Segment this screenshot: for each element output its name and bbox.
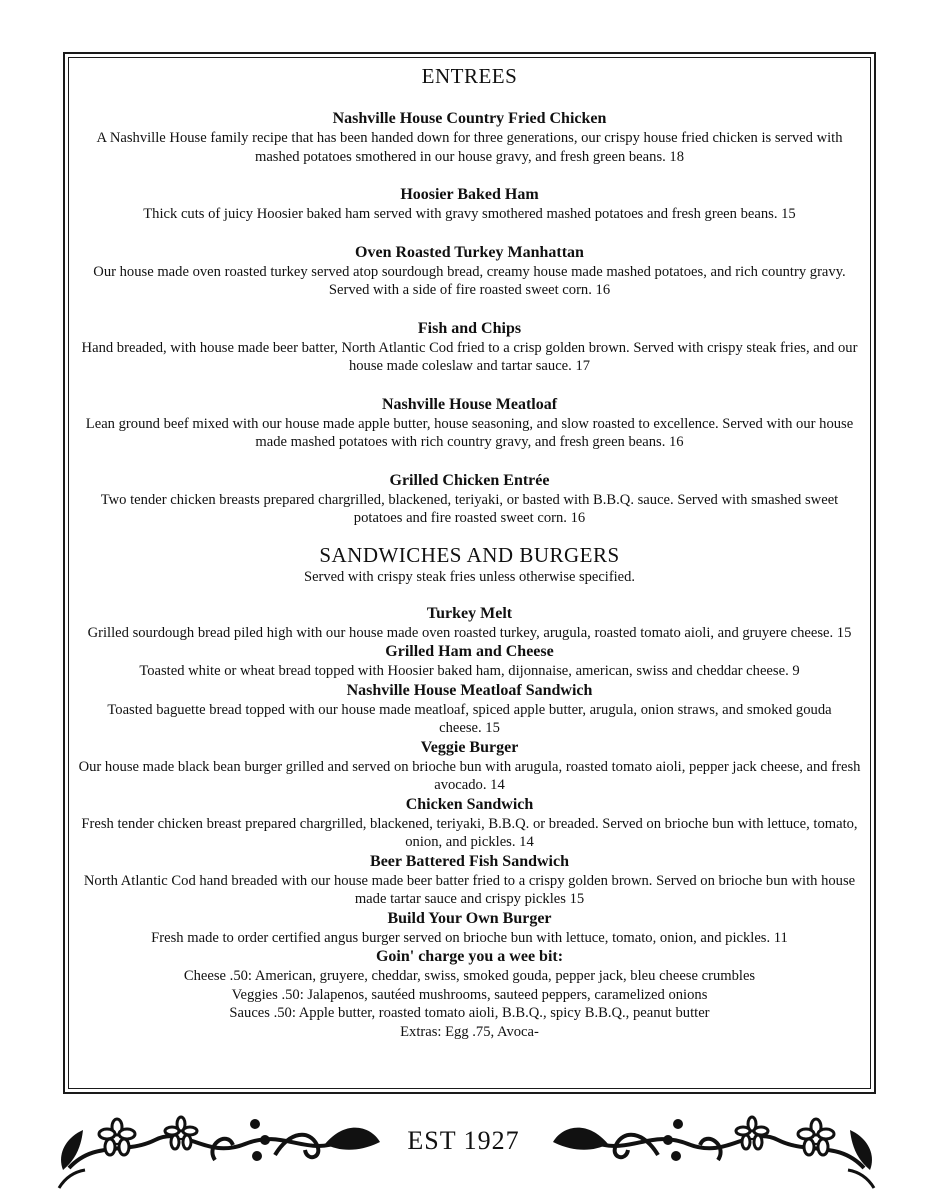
sandwich-item-name: Turkey Melt xyxy=(426,604,513,622)
sandwich-item-desc: Toasted baguette bread topped with our house made meatloaf, spiced apple butter, arugula, onion straws, and smoked gouda cheese. 15 xyxy=(107,701,832,736)
entree-item xyxy=(71,395,868,452)
sandwich-item-name: Build Your Own Burger xyxy=(387,909,552,927)
sandwich-item xyxy=(71,604,868,643)
entree-item-name: Fish and Chips xyxy=(417,319,522,337)
sandwich-item-name: Grilled Ham and Cheese xyxy=(385,643,554,660)
sandwich-item-desc: Grilled sourdough bread piled high with our house made oven roasted turkey, arugula, roasted tomato aioli, and gruyere cheese. 15 xyxy=(87,624,852,641)
addons-block xyxy=(71,947,868,1041)
addons-title: Goin' charge you a wee bit: xyxy=(375,948,564,965)
entrees-title: ENTREES xyxy=(421,64,518,88)
sandwich-item xyxy=(71,738,868,795)
sandwich-item-desc: North Atlantic Cod hand breaded with our house made beer batter fried to a crispy golden brown. Served on brioche bun with house made tartar sauce and crispy pickles 15 xyxy=(83,872,856,907)
entree-item xyxy=(71,109,868,166)
addon-line: Extras: Egg .75, Avoca- xyxy=(400,1023,539,1040)
entree-item-desc: Thick cuts of juicy Hoosier baked ham served with gravy smothered mashed potatoes and fresh green beans. 15 xyxy=(143,206,796,222)
entree-item-desc: Lean ground beef mixed with our house made apple butter, house seasoning, and slow roasted to excellence. Served with our house made mashed potatoes with rich country gravy, and fresh green beans. 16 xyxy=(85,415,854,450)
addon-line: Sauces .50: Apple butter, roasted tomato aioli, B.B.Q., spicy B.B.Q., peanut butter xyxy=(229,1005,710,1021)
entree-item-name: Oven Roasted Turkey Manhattan xyxy=(355,243,584,261)
entree-item-name: Nashville House Meatloaf xyxy=(381,395,558,413)
sandwich-item-name: Chicken Sandwich xyxy=(405,795,534,813)
sandwich-item-name: Nashville House Meatloaf Sandwich xyxy=(346,681,593,699)
entree-item-desc: Hand breaded, with house made beer batter, North Atlantic Cod fried to a crisp golden brown. Served with crispy steak fries, and our house made coleslaw and tartar sauce. 17 xyxy=(81,339,858,374)
entree-item-desc: A Nashville House family recipe that has been handed down for three generations, our crispy house fried chicken is served with mashed potatoes smothered in our house gravy, and fresh green beans. 18 xyxy=(96,130,843,165)
sandwich-item-desc: Fresh tender chicken breast prepared chargrilled, blackened, teriyaki, B.B.Q. or breaded. Served on brioche bun with lettuce, tomato, onion, and pickles. 14 xyxy=(81,815,858,850)
entree-item-name: Nashville House Country Fried Chicken xyxy=(332,110,607,127)
menu-border xyxy=(63,52,876,1094)
entree-item-name: Grilled Chicken Entrée xyxy=(389,471,550,489)
entree-item-name: Hoosier Baked Ham xyxy=(400,186,539,203)
est-year: EST 1927 xyxy=(407,1126,520,1155)
floral-vine-ornament-icon xyxy=(548,1100,878,1195)
sandwich-item xyxy=(71,909,868,948)
sandwich-item xyxy=(71,795,868,852)
sandwich-item-desc: Our house made black bean burger grilled and served on brioche bun with arugula, roasted tomato aioli, pepper jack cheese, and fresh avocado. 14 xyxy=(78,758,861,793)
entree-item xyxy=(71,185,868,224)
sandwiches-title: SANDWICHES AND BURGERS xyxy=(319,542,620,567)
addon-line: Cheese .50: American, gruyere, cheddar, swiss, smoked gouda, pepper jack, bleu cheese crumbles xyxy=(183,968,756,984)
entree-item-desc: Our house made oven roasted turkey served atop sourdough bread, creamy house made mashed potatoes, and rich country gravy. Served with a side of fire roasted sweet corn. 16 xyxy=(93,263,846,298)
sandwich-item xyxy=(71,852,868,909)
footer xyxy=(0,1100,927,1195)
entree-item xyxy=(71,243,868,300)
sandwich-item xyxy=(71,681,868,738)
sandwich-item xyxy=(71,642,868,681)
sandwich-item-name: Veggie Burger xyxy=(420,738,519,756)
sandwich-item-name: Beer Battered Fish Sandwich xyxy=(370,852,569,870)
floral-vine-ornament-icon xyxy=(55,1100,385,1195)
entree-item xyxy=(71,471,868,528)
menu-content xyxy=(71,60,868,1041)
sandwiches-subtitle: Served with crispy steak fries unless otherwise specified. xyxy=(304,568,635,585)
entree-item-desc: Two tender chicken breasts prepared chargrilled, blackened, teriyaki, or basted with B.B.Q. sauce. Served with smashed sweet potatoes and fire roasted sweet corn. 16 xyxy=(100,491,839,526)
sandwich-item-desc: Fresh made to order certified angus burger served on brioche bun with lettuce, tomato, onion, and pickles. 11 xyxy=(151,929,788,946)
sandwich-item-desc: Toasted white or wheat bread topped with Hoosier baked ham, dijonnaise, american, swiss and cheddar cheese. 9 xyxy=(139,663,800,679)
entree-item xyxy=(71,319,868,376)
addon-line: Veggies .50: Jalapenos, sautéed mushrooms, sauteed peppers, caramelized onions xyxy=(231,986,708,1003)
